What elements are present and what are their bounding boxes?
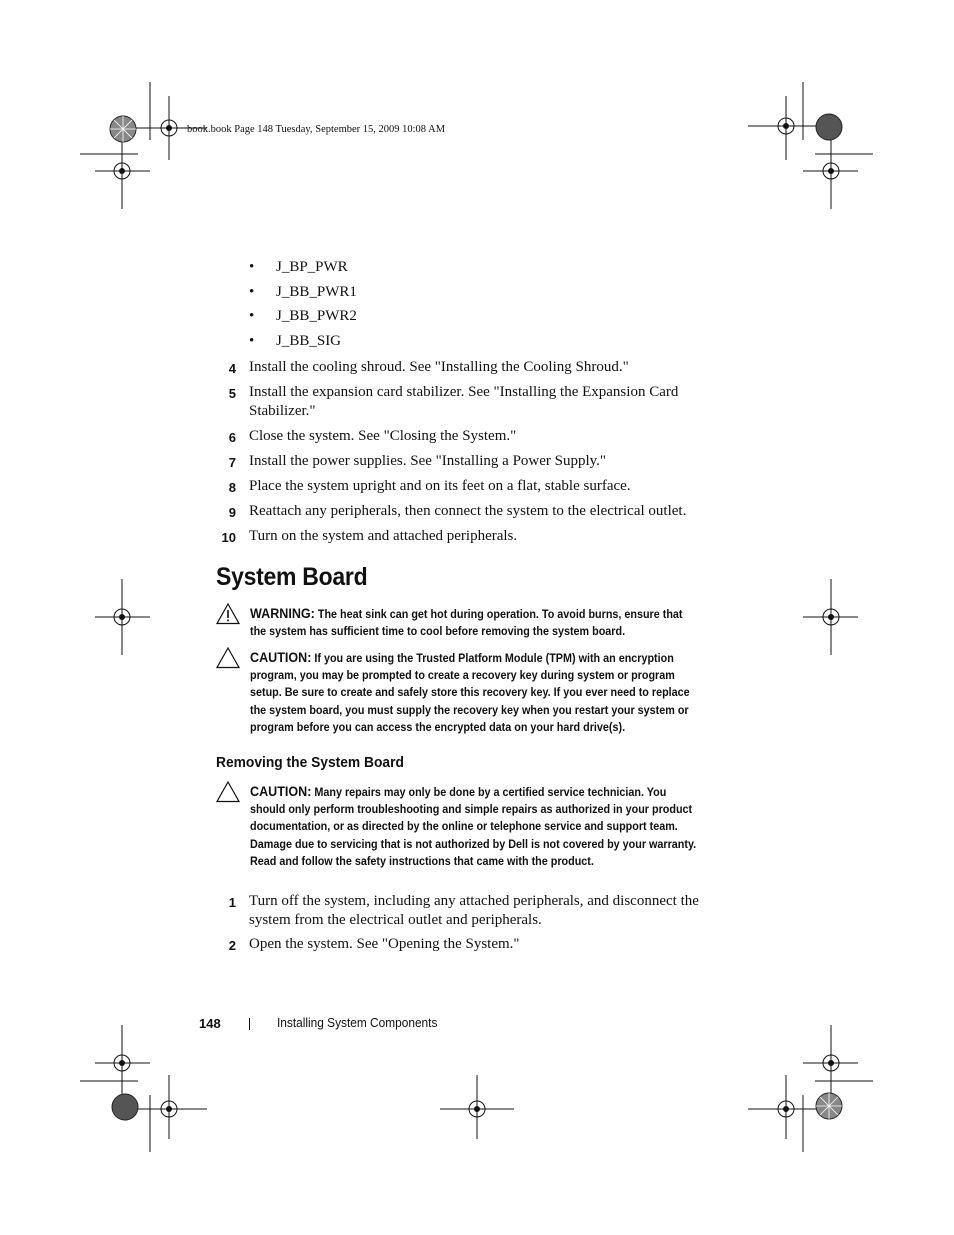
- list-item: [249, 333, 341, 350]
- footer-divider: [249, 1018, 250, 1030]
- bullet-glyph: •: [249, 284, 255, 300]
- warning-note: [216, 603, 721, 643]
- list-item: [249, 308, 357, 325]
- caution-text: If you are using the Trusted Platform Module (TPM) with an encryption program, you may be prompted to create a recovery key during system or program setup. Be sure to create and safely store this recovery key. If you ever need to replace the system board, you must supply the recovery key when you restart your system or program before you can access the encrypted data on your hard drive(s).: [250, 652, 690, 734]
- caution-body: [250, 649, 696, 736]
- bullet-text: J_BB_PWR1: [276, 284, 357, 300]
- print-stamp: book.book Page 148 Tuesday, September 15, 2009 10:08 AM: [187, 124, 446, 135]
- step-text: Reattach any peripherals, then connect the system to the electrical outlet.: [249, 503, 687, 519]
- step-text: Turn off the system, including any attached peripherals, and disconnect the system from the electrical outlet and peripherals.: [249, 893, 699, 928]
- caution-body: [250, 783, 696, 870]
- step-number: 8: [228, 480, 236, 495]
- warning-triangle-icon: [216, 603, 240, 625]
- list-item: [249, 284, 357, 301]
- caution-triangle-icon: [216, 781, 240, 803]
- caution-label: CAUTION:: [250, 784, 312, 799]
- page-number: 148: [199, 1016, 221, 1031]
- step-number: 2: [228, 938, 236, 953]
- bullet-text: J_BB_PWR2: [276, 308, 357, 324]
- step-text: Close the system. See "Closing the System.": [249, 428, 517, 444]
- footer-chapter-title: Installing System Components: [277, 1016, 438, 1030]
- bullet-text: J_BB_SIG: [276, 333, 342, 349]
- bullet-glyph: •: [249, 259, 255, 275]
- warning-text: The heat sink can get hot during operation. To avoid burns, ensure that the system has sufficient time to cool before removing the system board.: [250, 608, 683, 639]
- step-text: Install the cooling shroud. See "Installing the Cooling Shroud.": [249, 359, 629, 375]
- section-title: System Board: [216, 563, 368, 591]
- step-number: 4: [228, 361, 236, 376]
- caution-note: [216, 781, 721, 891]
- caution-note: [216, 647, 721, 739]
- step-number: 1: [228, 895, 236, 910]
- step-text: Install the expansion card stabilizer. See "Installing the Expansion Card Stabilizer.": [249, 384, 679, 419]
- step-text: Open the system. See "Opening the System.": [249, 936, 520, 952]
- caution-triangle-icon: [216, 647, 240, 669]
- step-text: Place the system upright and on its feet on a flat, stable surface.: [249, 478, 631, 494]
- step-text: Install the power supplies. See "Installing a Power Supply.": [249, 453, 607, 469]
- caution-text: Many repairs may only be done by a certified service technician. You should only perform troubleshooting and simple repairs as authorized in your product documentation, or as directed by the online or telephone service and support team. Damage due to servicing that is not authorized by Dell is not covered by your warranty. Read and follow the safety instructions that came with the product.: [250, 786, 697, 868]
- list-item: [249, 259, 348, 276]
- warning-body: [250, 605, 696, 640]
- warning-label: WARNING:: [250, 606, 315, 621]
- step-number: 10: [221, 530, 236, 545]
- bullet-text: J_BP_PWR: [276, 259, 348, 275]
- caution-label: CAUTION:: [250, 650, 312, 665]
- bullet-glyph: •: [249, 333, 255, 349]
- step-number: 6: [228, 430, 236, 445]
- step-number: 5: [228, 386, 236, 401]
- step-text: Turn on the system and attached peripherals.: [249, 528, 518, 544]
- step-number: 9: [228, 505, 236, 520]
- subsection-title: Removing the System Board: [216, 754, 404, 771]
- step-number: 7: [228, 455, 236, 470]
- bullet-glyph: •: [249, 308, 255, 324]
